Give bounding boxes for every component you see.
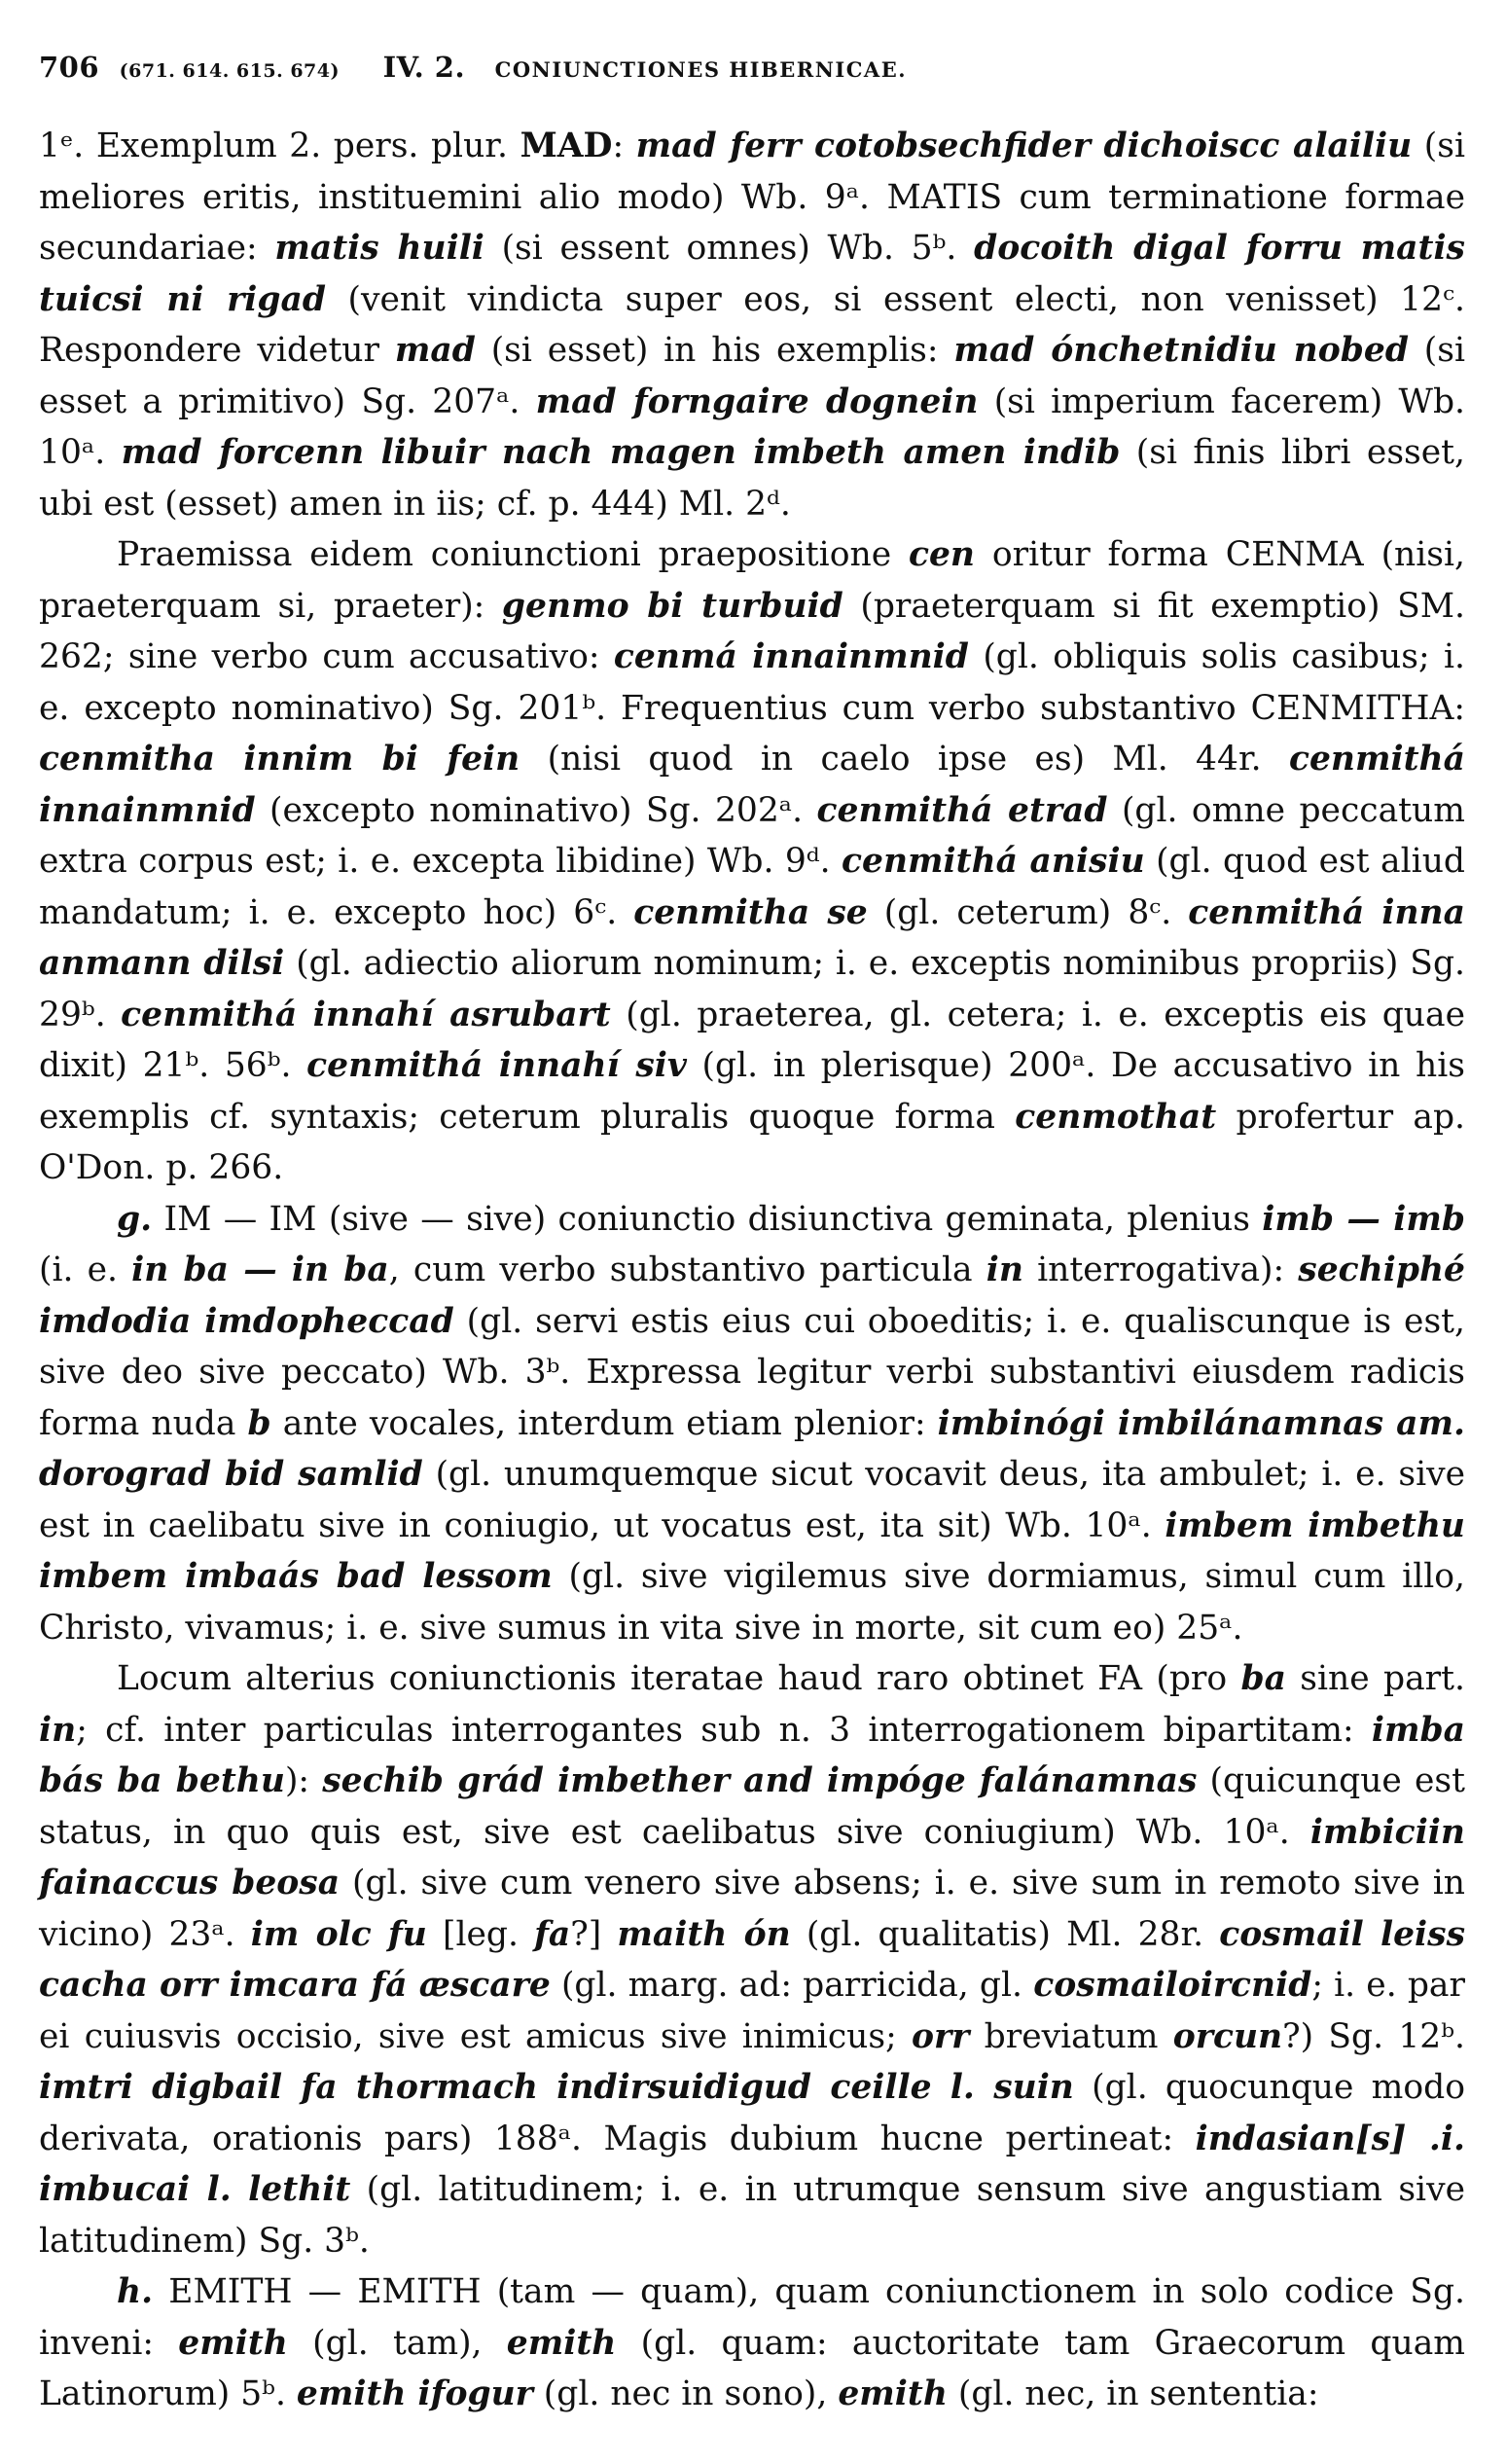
irish-gloss-text: imb — imb: [1262, 1199, 1465, 1239]
page-number: 706: [39, 51, 100, 84]
latin-text: (gl. in plerisque) 200ᵃ. De accusativo in his exemplis cf. syntaxis; ceterum pluralis quoque forma: [39, 1046, 1465, 1137]
latin-text: , cum verbo substantivo particula: [388, 1250, 986, 1289]
irish-gloss-text: cenmithá etrad: [816, 790, 1108, 830]
latin-text: Locum alterius coniunctionis iteratae haud raro obtinet FA (pro: [117, 1659, 1241, 1698]
latin-text: oritur forma CENMA (nisi, praeterquam si, praeter):: [39, 535, 1465, 626]
latin-text: (praeterquam si fit exemptio) SM. 262; sine verbo cum accusativo:: [39, 586, 1465, 676]
latin-text: IM — IM (sive — sive) coniunctio disiunctiva geminata, plenius: [152, 1199, 1263, 1239]
latin-text: (quicunque est status, in quo quis est, sive est caelibatus sive coniugium) Wb. 10ᵃ.: [39, 1761, 1465, 1852]
latin-text: (gl. servi estis eius cui oboeditis; i. e. qualiscunque is est, sive deo sive peccato) Wb. 3ᵇ. Expressa legitur verbi substantivi eiusdem radicis forma nuda: [39, 1301, 1465, 1443]
irish-gloss-text: ba: [1240, 1659, 1286, 1698]
irish-gloss-text: cenmithá innahí asrubart: [121, 995, 611, 1034]
irish-gloss-text: in: [986, 1250, 1023, 1289]
irish-gloss-text: orcun: [1172, 2016, 1283, 2056]
irish-gloss-text: fa: [534, 1914, 571, 1954]
latin-text: (gl. omne peccatum extra corpus est; i. e. excepta libidine) Wb. 9ᵈ.: [39, 790, 1465, 881]
irish-gloss-text: in ba — in ba: [131, 1250, 389, 1289]
latin-text: (gl. qualitatis) Ml. 28r.: [790, 1914, 1220, 1954]
latin-text: ?) Sg. 12ᵇ.: [1282, 2016, 1465, 2056]
irish-gloss-text: mad ónchetnidiu nobed: [953, 331, 1409, 370]
irish-gloss-text: genmo bi turbuid: [501, 586, 843, 626]
latin-text: profertur ap. O'Don. p. 266.: [39, 1097, 1466, 1187]
latin-text: (gl. latitudinem; i. e. in utrumque sensum sive angustiam sive latitudinem) Sg. 3ᵇ.: [39, 2170, 1465, 2261]
section-number: IV. 2.: [382, 51, 466, 84]
latin-text: (gl. ceterum) 8ᶜ.: [867, 892, 1189, 932]
latin-text: breviatum: [969, 2016, 1173, 2056]
irish-gloss-text: emith ifogur: [296, 2374, 533, 2413]
latin-text: (i. e.: [39, 1250, 132, 1289]
irish-gloss-text: b: [247, 1403, 271, 1443]
irish-gloss-text: imba bás ba bethu: [39, 1710, 1465, 1800]
irish-gloss-text: cenmithá innahí siv: [306, 1046, 687, 1085]
irish-gloss-text: mad ferr cotobsechfider dichoiscc alailiu: [635, 127, 1413, 165]
irish-gloss-text: matis huili: [274, 229, 484, 268]
irish-gloss-text: mad forcenn libuir nach magen imbeth amen indib: [121, 433, 1121, 472]
irish-gloss-text: cenmá innainmnid: [613, 637, 969, 676]
latin-text: Praemissa eidem coniunctioni praepositione: [117, 535, 909, 574]
paragraph: [39, 2266, 1465, 2420]
latin-text: (gl. sive vigilemus sive dormiamus, simul cum illo, Christo, vivamus; i. e. sive sumus in vita sive in morte, sit cum eo) 25ᵃ.: [39, 1557, 1465, 1648]
irish-gloss-text: cenmithá innainmnid: [39, 740, 1465, 830]
body-text: [39, 121, 1465, 2420]
latin-text: ):: [284, 1761, 323, 1800]
irish-gloss-text: emith: [838, 2374, 948, 2413]
section-references: (671. 614. 615. 674): [119, 60, 340, 82]
irish-gloss-text: imbem imbethu imbem imbaás bad lessom: [39, 1505, 1465, 1596]
irish-gloss-text: cen: [908, 535, 975, 574]
latin-text: 1ᵉ. Exemplum 2. pers. plur.: [39, 127, 520, 165]
irish-gloss-text: in: [39, 1710, 77, 1750]
irish-gloss-text: docoith digal forru matis tuicsi ni rigad: [39, 229, 1465, 319]
latin-text: interrogativa):: [1022, 1250, 1299, 1289]
paragraph: [39, 1194, 1465, 1654]
irish-gloss-text: indasian[s] .i. imbucai l. lethit: [39, 2119, 1466, 2209]
irish-gloss-text: cenmithá inna anmann dilsi: [39, 892, 1465, 983]
irish-gloss-text: imtri digbail fa thormach indirsuidigud ceille l. suin: [39, 2068, 1074, 2107]
latin-text: (si esset) in his exemplis:: [475, 331, 954, 370]
latin-text: sine part.: [1285, 1659, 1465, 1698]
irish-gloss-text: cenmithá anisiu: [842, 842, 1145, 881]
latin-text: (si esset a primitivo) Sg. 207ᵃ.: [39, 331, 1466, 421]
latin-text: (si meliores eritis, instituemini alio modo) Wb. 9ᵃ. MATIS cum terminatione formae secundariae:: [39, 127, 1465, 268]
irish-gloss-text: h.: [117, 2272, 154, 2311]
running-title: CONIUNCTIONES HIBERNICAE.: [494, 57, 908, 82]
latin-text: (gl. nec, in sententia:: [947, 2374, 1319, 2413]
irish-gloss-text: cenmitha se: [633, 892, 868, 932]
latin-text: (gl. tam),: [287, 2323, 507, 2363]
latin-text: (gl. nec in sono),: [532, 2374, 839, 2413]
irish-gloss-text: im olc fu: [250, 1914, 427, 1954]
latin-text: (si finis libri esset, ubi est (esset) amen in iis; cf. p. 444) Ml. 2ᵈ.: [39, 433, 1465, 524]
latin-text: ; i. e. par ei cuiusvis occisio, sive est amicus sive inimicus;: [39, 1966, 1465, 2056]
latin-text: [leg.: [426, 1914, 535, 1954]
irish-gloss-text: cosmailoircnid: [1033, 1966, 1312, 2005]
latin-text: (gl. quod est aliud mandatum; i. e. excepto hoc) 6ᶜ.: [39, 842, 1465, 932]
latin-text: (gl. quocunque modo derivata, orationis pars) 188ᵃ. Magis dubium hucne pertineat:: [39, 2068, 1465, 2158]
latin-text: ante vocales, interdum etiam plenior:: [270, 1403, 938, 1443]
latin-text: (gl. praeterea, gl. cetera; i. e. exceptis eis quae dixit) 21ᵇ. 56ᵇ.: [39, 995, 1465, 1085]
latin-text: ; cf. inter particulas interrogantes sub n. 3 interrogationem bipartitam:: [76, 1710, 1372, 1750]
latin-text: (gl. sive cum venero sive absens; i. e. sive sum in remoto sive in vicino) 23ᵃ.: [39, 1864, 1465, 1954]
irish-gloss-text: maith ón: [617, 1914, 791, 1954]
latin-text: (nisi quod in caelo ipse es) Ml. 44r.: [520, 740, 1289, 779]
latin-text: (gl. adiectio aliorum nominum; i. e. exceptis nominibus propriis) Sg. 29ᵇ.: [39, 944, 1465, 1034]
latin-text: (gl. marg. ad: parricida, gl.: [550, 1966, 1034, 2005]
latin-text: MAD: [520, 127, 613, 165]
irish-gloss-text: g.: [117, 1199, 153, 1239]
irish-gloss-text: cosmail leiss cacha orr imcara fá æscare: [39, 1914, 1465, 2005]
paragraph: [39, 121, 1465, 529]
latin-text: (si imperium facerem) Wb. 10ᵃ.: [39, 381, 1465, 472]
latin-text: (excepto nominativo) Sg. 202ᵃ.: [255, 790, 817, 830]
irish-gloss-text: mad forngaire dognein: [535, 381, 979, 421]
latin-text: EMITH — EMITH (tam — quam), quam coniunctionem in solo codice Sg. inveni:: [39, 2272, 1465, 2363]
irish-gloss-text: imbinógi imbilánamnas am. dorograd bid samlid: [39, 1403, 1465, 1494]
latin-text: (gl. unumquemque sicut vocavit deus, ita ambulet; i. e. sive est in caelibatu sive in coniugio, ut vocatus est, ita sit) Wb. 10ᵃ.: [39, 1455, 1466, 1545]
running-header: [39, 51, 1465, 84]
irish-gloss-text: emith: [506, 2323, 617, 2363]
irish-gloss-text: emith: [178, 2323, 288, 2363]
irish-gloss-text: cenmothat: [1015, 1097, 1217, 1137]
latin-text: :: [612, 127, 636, 165]
irish-gloss-text: orr: [911, 2016, 970, 2056]
latin-text: (venit vindicta super eos, si essent electi, non venisset) 12ᶜ. Respondere videtur: [39, 279, 1465, 370]
irish-gloss-text: sechiphé imdodia imdopheccad: [39, 1250, 1465, 1341]
latin-text: (si essent omnes) Wb. 5ᵇ.: [484, 229, 975, 268]
irish-gloss-text: sechib grád imbether and impóge falánamnas: [322, 1761, 1198, 1800]
paragraph: [39, 1653, 1465, 2266]
irish-gloss-text: mad: [394, 331, 476, 370]
latin-text: (gl. quam: auctoritate tam Graecorum quam Latinorum) 5ᵇ.: [39, 2323, 1465, 2413]
latin-text: (gl. obliquis solis casibus; i. e. excepto nominativo) Sg. 201ᵇ. Frequentius cum verbo substantivo CENMITHA:: [39, 637, 1466, 728]
irish-gloss-text: imbiciin fainaccus beosa: [39, 1812, 1465, 1902]
paragraph: [39, 529, 1465, 1194]
irish-gloss-text: cenmitha innim bi fein: [39, 740, 520, 779]
latin-text: ?]: [570, 1914, 618, 1954]
